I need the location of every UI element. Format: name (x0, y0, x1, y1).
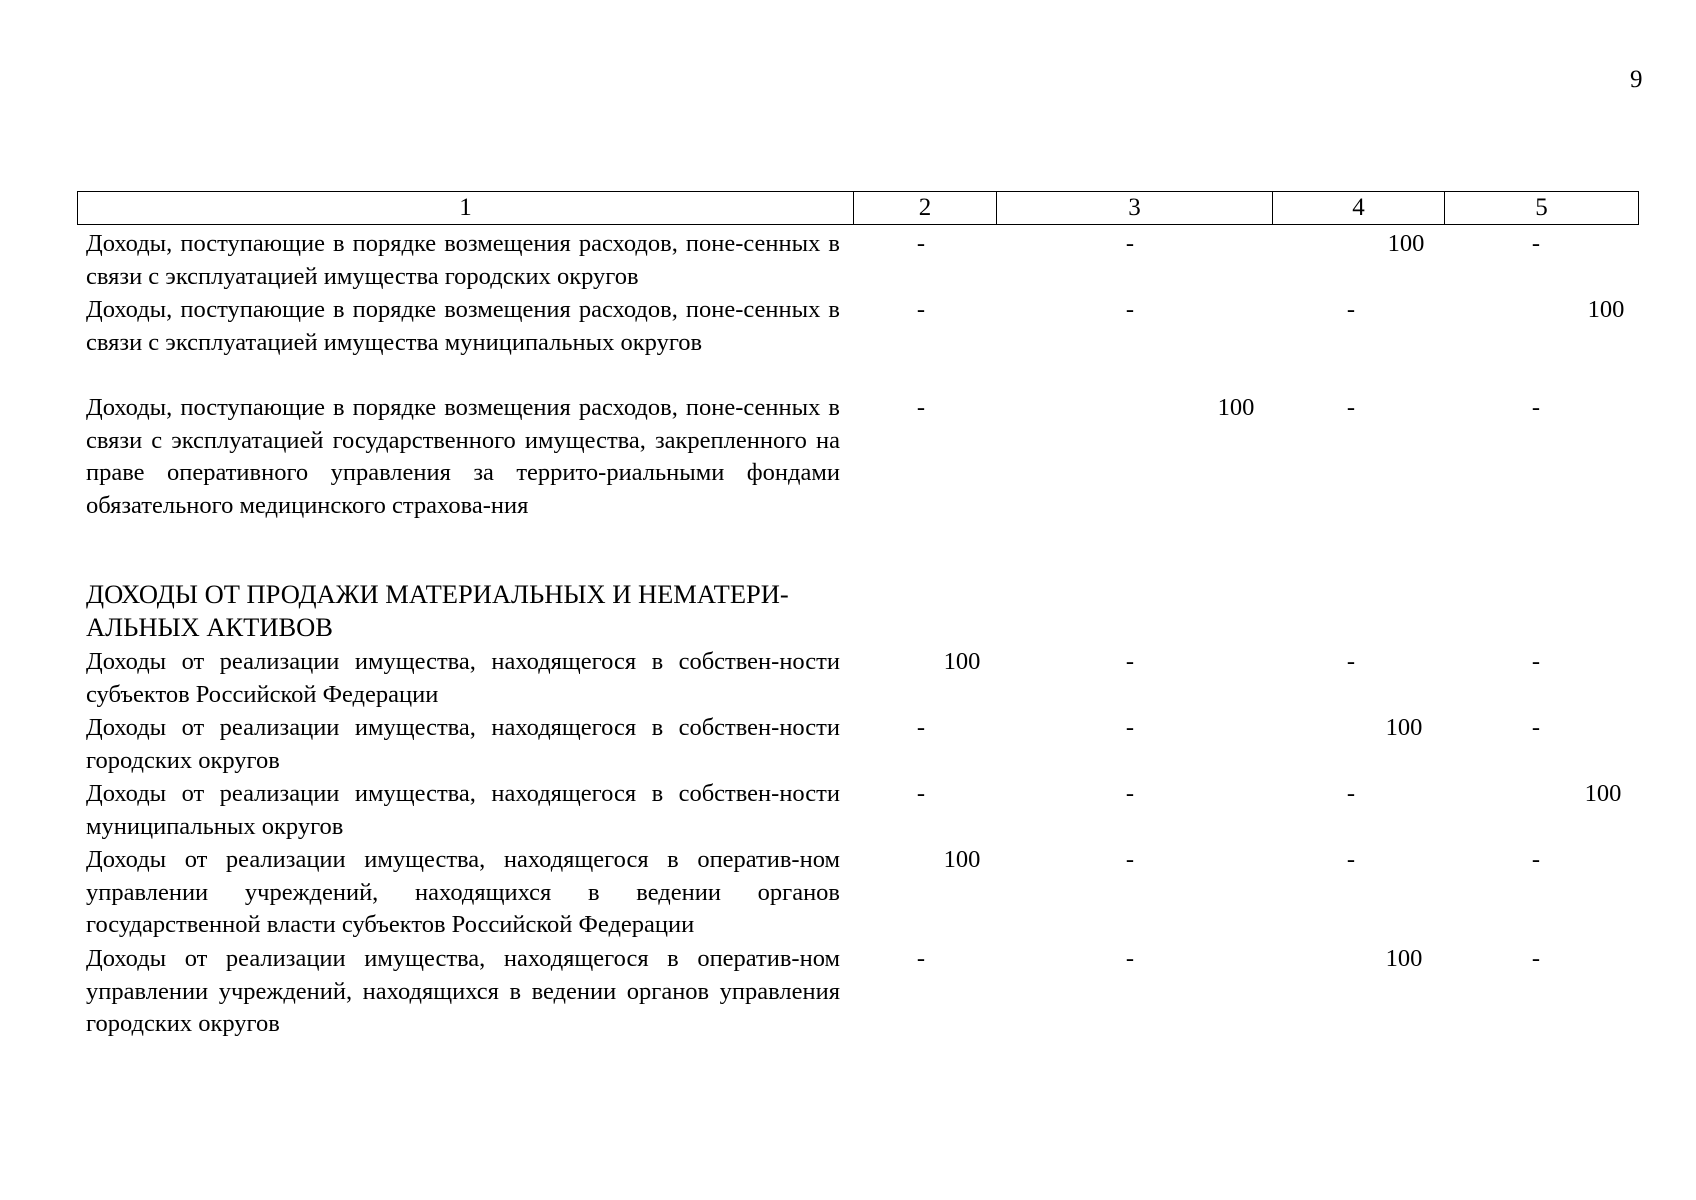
row-description: Доходы, поступающие в порядке возмещения расходов, поне-сенных в связи с эксплуатацией имущества городских округов (86, 230, 840, 290)
row-description: Доходы от реализации имущества, находящегося в собствен-ности муниципальных округов (86, 780, 840, 840)
cell-col4: 100 (1385, 945, 1423, 972)
row-description: Доходы, поступающие в порядке возмещения расходов, поне-сенных в связи с эксплуатацией имущества муниципальных округов (86, 296, 840, 356)
cell-col4: - (1346, 648, 1356, 675)
column-header-5: 5 (1445, 192, 1639, 225)
column-header-table (77, 191, 1639, 225)
cell-col2: 100 (943, 648, 981, 675)
cell-col5: - (1531, 394, 1541, 421)
cell-col2: - (916, 394, 926, 421)
column-header-4: 4 (1273, 192, 1445, 225)
cell-col5: - (1531, 945, 1541, 972)
cell-col2: 100 (943, 846, 981, 873)
cell-col4: 100 (1385, 714, 1423, 741)
cell-col5: - (1531, 714, 1541, 741)
cell-col5: 100 (1587, 296, 1625, 323)
cell-col3: - (1125, 714, 1135, 741)
cell-col2: - (916, 780, 926, 807)
row-description: Доходы, поступающие в порядке возмещения расходов, поне-сенных в связи с эксплуатацией государственного имущества, закрепленного на праве оперативного управления за террито-риальными фондами обязательного медицинского страхова-ния (86, 394, 840, 520)
cell-col5: - (1531, 846, 1541, 873)
cell-col4: - (1346, 780, 1356, 807)
cell-col3: - (1125, 648, 1135, 675)
cell-col5: - (1531, 648, 1541, 675)
cell-col3: - (1125, 780, 1135, 807)
cell-col5: 100 (1584, 780, 1622, 807)
cell-col4: - (1346, 846, 1356, 873)
cell-col3: - (1125, 846, 1135, 873)
cell-col2: - (916, 230, 926, 257)
cell-col3: - (1125, 230, 1135, 257)
cell-col4: - (1346, 296, 1356, 323)
section-heading: ДОХОДЫ ОТ ПРОДАЖИ МАТЕРИАЛЬНЫХ И НЕМАТЕРИ-АЛЬНЫХ АКТИВОВ (86, 579, 789, 642)
column-header-2: 2 (854, 192, 997, 225)
cell-col2: - (916, 714, 926, 741)
cell-col2: - (916, 296, 926, 323)
cell-col4: - (1346, 394, 1356, 421)
cell-col5: - (1531, 230, 1541, 257)
cell-col3: - (1125, 945, 1135, 972)
row-description: Доходы от реализации имущества, находящегося в собствен-ности городских округов (86, 714, 840, 774)
row-description: Доходы от реализации имущества, находящегося в оператив-ном управлении учреждений, находящихся в ведении органов управления городских округов (86, 945, 840, 1038)
page-number: 9 (1630, 66, 1643, 93)
row-description: Доходы от реализации имущества, находящегося в оператив-ном управлении учреждений, находящихся в ведении органов государственной власти субъектов Российской Федерации (86, 846, 840, 939)
column-header-1: 1 (78, 192, 854, 225)
row-description: Доходы от реализации имущества, находящегося в собствен-ности субъектов Российской Федерации (86, 648, 840, 708)
cell-col2: - (916, 945, 926, 972)
cell-col3: 100 (1217, 394, 1255, 421)
cell-col3: - (1125, 296, 1135, 323)
cell-col4: 100 (1387, 230, 1425, 257)
column-header-3: 3 (997, 192, 1273, 225)
